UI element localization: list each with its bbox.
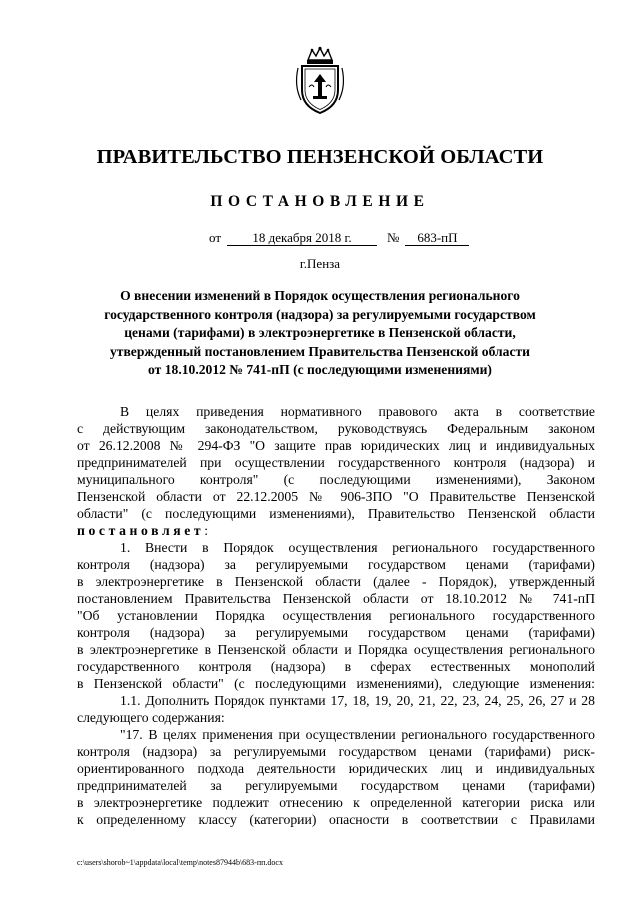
body-line: контроля (надзора) за регулируемыми государством ценами (тарифами) <box>77 625 595 640</box>
body-line: 1. Внести в Порядок осуществления регионального государственного <box>120 540 595 555</box>
body-line: в электроэнергетике в Пензенской области и Порядка осуществления регионального <box>77 642 595 657</box>
title-line: О внесении изменений в Порядок осуществления регионального <box>120 288 520 303</box>
body-line: "17. В целях применения при осуществлении регионального государственного <box>120 727 595 742</box>
body-line: 1.1. Дополнить Порядок пунктами 17, 18, 19, 20, 21, 22, 23, 24, 25, 26, 27 и 28 <box>120 693 595 708</box>
resolves-line <box>77 523 595 539</box>
body-line: постановлением Правительства Пензенской области от 18.10.2012 № 741-пП <box>77 591 595 606</box>
body-line: муниципального контроля" (с последующими изменениями), Законом <box>77 472 595 487</box>
body-line: следующего содержания: <box>77 710 225 725</box>
title-line: утвержденный постановлением Правительства Пензенской области <box>109 343 531 359</box>
date-number-line <box>209 230 469 246</box>
body-line: контроля (надзора) за регулируемыми государством ценами (тарифами) риск- <box>77 744 595 759</box>
title-line: ценами (тарифами) в электроэнергетике в Пензенской области, <box>124 325 516 341</box>
title-line: от 18.10.2012 № 741-пП (с последующими изменениями) <box>148 362 492 378</box>
document-date: 18 декабря 2018 г. <box>227 231 377 246</box>
body-line: государственного контроля (надзора) в сферах естественных монополий <box>77 659 595 674</box>
body-line: В целях приведения нормативного правового акта в соответствие <box>120 404 595 419</box>
body-line: "Об установлении Порядка осуществления регионального государственного <box>77 608 595 623</box>
resolves-colon: : <box>204 523 209 538</box>
title-line: государственного контроля (надзора) за регулируемыми государством <box>104 306 536 322</box>
organization-heading: ПРАВИТЕЛЬСТВО ПЕНЗЕНСКОЙ ОБЛАСТИ <box>96 146 544 168</box>
document-number: 683-пП <box>405 231 469 246</box>
body-line: ориентированного подхода деятельности юридических лиц и индивидуальных <box>77 761 595 776</box>
body-line: с действующим законодательством, руководствуясь Федеральным законом <box>77 421 595 436</box>
document-title <box>100 287 540 380</box>
date-prefix: от <box>209 230 222 245</box>
body-line: в электроэнергетике подлежит отнесению к определенной категории риска или <box>77 795 595 810</box>
document-type-heading: ПОСТАНОВЛЕНИЕ <box>210 193 430 210</box>
number-label: № <box>387 230 400 245</box>
resolves-word: постановляет <box>77 523 205 538</box>
coat-of-arms-icon <box>292 46 348 116</box>
city-name: г.Пенза <box>299 256 341 271</box>
body-line: предпринимателей при осуществлении государственного контроля (надзора) и <box>77 455 595 470</box>
body-line: области" (с последующими изменениями), Правительство Пензенской области <box>77 506 595 521</box>
body-line: предпринимателей за регулируемыми государством ценами (тарифами) <box>77 778 595 793</box>
body-line: в Пензенской области" (с последующими изменениями), следующие изменения: <box>77 676 595 691</box>
file-path-footer: c:\users\shorob~1\appdata\local\temp\notes87944b\683-пп.docx <box>77 858 283 867</box>
body-line: к определенному классу (категории) опасности в соответствии с Правилами <box>77 812 595 827</box>
body-line: Пензенской области от 22.12.2005 № 906-ЗПО "О Правительстве Пензенской <box>77 489 595 504</box>
body-line: от 26.12.2008 № 294-ФЗ "О защите прав юридических лиц и индивидуальных <box>77 438 595 453</box>
body-line: контроля (надзора) за регулируемыми государством ценами (тарифами) <box>77 557 595 572</box>
body-line: в электроэнергетике в Пензенской области (далее - Порядок), утвержденный <box>77 574 595 589</box>
